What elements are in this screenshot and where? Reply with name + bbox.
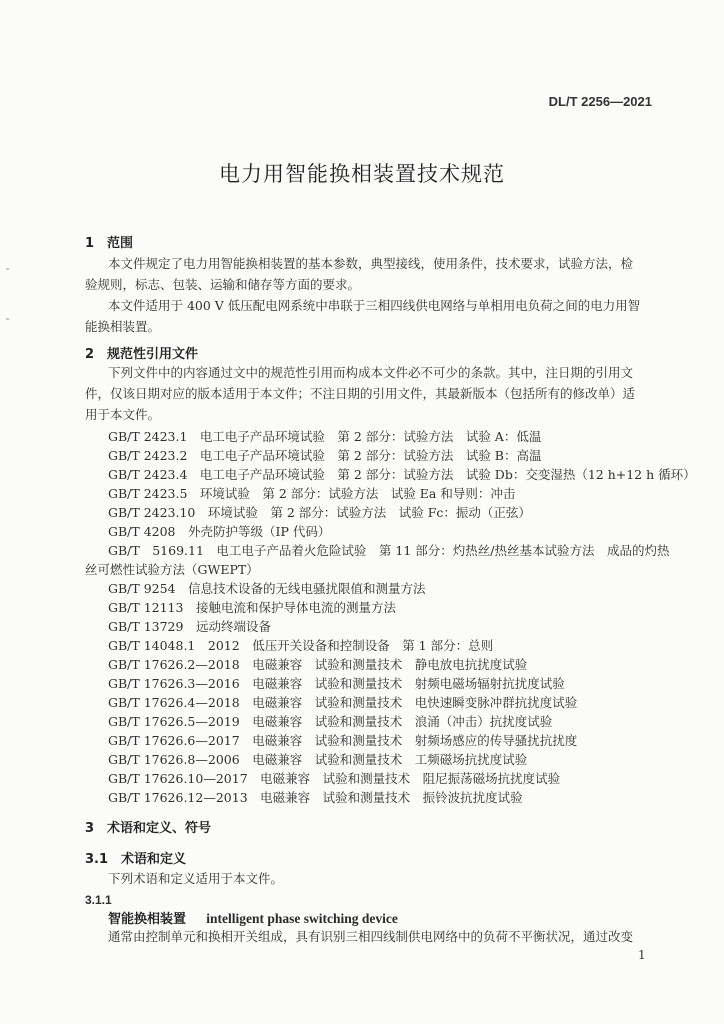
section-2-intro-line-3: 用于本文件。: [85, 407, 161, 422]
section-1-para-1-line-1: 本文件规定了电力用智能换相装置的基本参数，典型接线，使用条件，技术要求，试验方法，检: [108, 256, 634, 271]
reference-item: GB/T 2423.5 环境试验 第 2 部分：试验方法 试验 Ea 和导则：冲击: [108, 486, 516, 501]
term-heading: [108, 908, 398, 927]
section-1-para-1-line-2: 验规则，标志、包装、运输和储存等方面的要求。: [85, 277, 361, 292]
document-number: DL/T 2256—2021: [548, 94, 652, 109]
reference-item: GB/T 17626.5—2019 电磁兼容 试验和测量技术 浪涌（冲击）抗扰度试验: [108, 714, 553, 729]
term-chinese-name: 智能换相装置: [108, 912, 187, 927]
reference-item: GB/T 17626.12—2013 电磁兼容 试验和测量技术 振铃波抗扰度试验: [108, 790, 523, 805]
section-3-1-heading: 3.1 术语和定义: [85, 852, 187, 867]
term-english-name: intelligent phase switching device: [206, 911, 398, 926]
reference-item: GB/T 2423.2 电工电子产品环境试验 第 2 部分：试验方法 试验 B：高温: [108, 448, 542, 463]
reference-item: GB/T 12113 接触电流和保护导体电流的测量方法: [108, 600, 396, 615]
reference-item: GB/T 17626.3—2016 电磁兼容 试验和测量技术 射频电磁场辐射抗扰度试验: [108, 676, 565, 691]
section-1-para-2-line-1: 本文件适用于 400 V 低压配电网系统中串联于三相四线供电网络与单相用电负荷之间的电力用智: [108, 298, 641, 313]
reference-item: GB/T 14048.1 2012 低压开关设备和控制设备 第 1 部分：总则: [108, 638, 494, 653]
page-title: 电力用智能换相装置技术规范: [219, 162, 505, 186]
section-2-intro-line-2: 件，仅该日期对应的版本适用于本文件；不注日期的引用文件，其最新版本（包括所有的修改单）适: [85, 386, 636, 401]
section-3-heading: 3 术语和定义、符号: [85, 821, 212, 836]
reference-item: GB/T 13729 远动终端设备: [108, 619, 271, 634]
reference-item: GB/T 9254 信息技术设备的无线电骚扰限值和测量方法: [108, 581, 426, 596]
reference-item: GB/T 2423.4 电工电子产品环境试验 第 2 部分：试验方法 试验 Db：交变湿热（12 h+12 h 循环）: [108, 467, 696, 482]
reference-item: GB/T 17626.10—2017 电磁兼容 试验和测量技术 阻尼振荡磁场抗扰度试验: [108, 771, 561, 786]
scan-speck: [6, 318, 9, 320]
section-1-para-2-line-2: 能换相装置。: [85, 319, 161, 334]
reference-item: GB/T 2423.1 电工电子产品环境试验 第 2 部分：试验方法 试验 A：低温: [108, 429, 542, 444]
reference-item: GB/T 2423.10 环境试验 第 2 部分：试验方法 试验 Fc：振动（正弦）: [108, 505, 531, 520]
reference-item: GB/T 5169.11 电工电子产品着火危险试验 第 11 部分：灼热丝/热丝基本试验方法 成品的灼热: [108, 543, 670, 558]
reference-item: GB/T 4208 外壳防护等级（IP 代码）: [108, 524, 331, 539]
term-definition: 通常由控制单元和换相开关组成，具有识别三相四线制供电网络中的负荷不平衡状况，通过改变: [108, 929, 634, 944]
reference-item: GB/T 17626.8—2006 电磁兼容 试验和测量技术 工频磁场抗扰度试验: [108, 752, 528, 767]
section-2-heading: 2 规范性引用文件: [85, 347, 199, 362]
reference-item: GB/T 17626.2—2018 电磁兼容 试验和测量技术 静电放电抗扰度试验: [108, 657, 528, 672]
page-number: 1: [638, 948, 646, 962]
reference-item: GB/T 17626.6—2017 电磁兼容 试验和测量技术 射频场感应的传导骚扰抗扰度: [108, 733, 578, 748]
section-3-1-intro: 下列术语和定义适用于本文件。: [108, 871, 284, 886]
section-2-intro-line-1: 下列文件中的内容通过文中的规范性引用而构成本文件必不可少的条款。其中，注日期的引用文: [108, 365, 634, 380]
reference-item-continuation: 丝可燃性试验方法（GWEPT）: [85, 562, 259, 577]
scan-speck: [6, 268, 9, 270]
term-number: 3.1.1: [85, 893, 112, 907]
section-1-heading: 1 范围: [85, 236, 134, 251]
reference-item: GB/T 17626.4—2018 电磁兼容 试验和测量技术 电快速瞬变脉冲群抗扰度试验: [108, 695, 578, 710]
